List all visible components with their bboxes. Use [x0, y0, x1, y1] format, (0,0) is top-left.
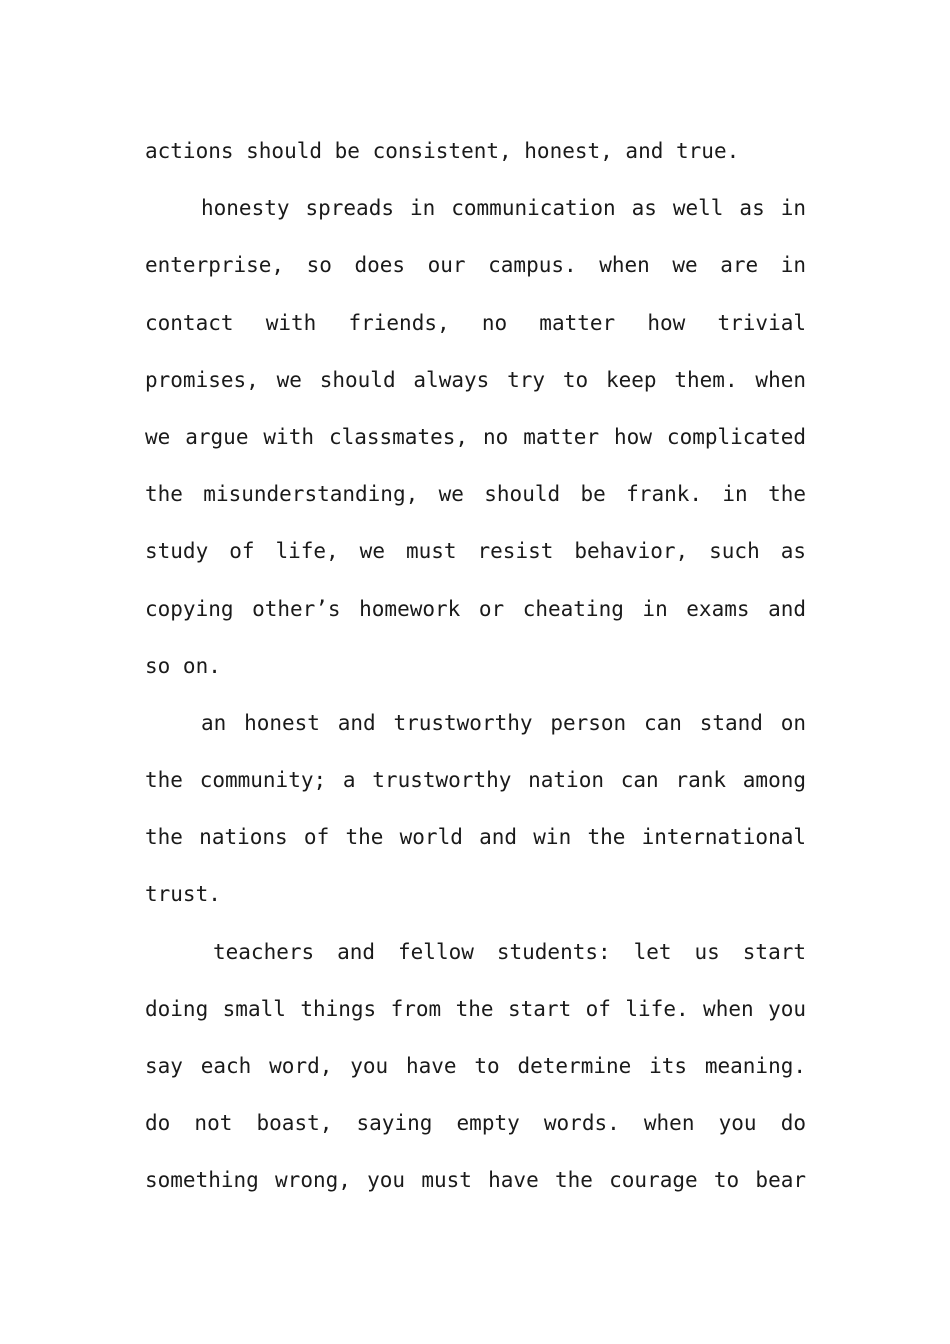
text-line: so on.	[145, 653, 221, 678]
text-line: contact with friends, no matter how trivial	[145, 310, 806, 335]
text-line: actions should be consistent, honest, and true.	[145, 139, 740, 163]
text-line: trust.	[145, 882, 221, 907]
text-line: the misunderstanding, we should be frank. in the	[145, 482, 806, 507]
paragraph-first-line: teachers and fellow students: let us start	[213, 939, 806, 964]
text-line: the community; a trustworthy nation can rank among	[145, 768, 806, 793]
text-line: the nations of the world and win the international	[145, 825, 806, 850]
text-line: something wrong, you must have the courage to bear	[145, 1168, 806, 1193]
paragraph-first-line: an honest and trustworthy person can stand on	[201, 710, 806, 735]
text-line: copying other’s homework or cheating in exams and	[145, 596, 806, 621]
text-line: we argue with classmates, no matter how complicated	[145, 424, 806, 449]
text-line: promises, we should always try to keep them. when	[145, 367, 806, 392]
text-line: study of life, we must resist behavior, such as	[145, 539, 806, 564]
text-line: enterprise, so does our campus. when we are in	[145, 253, 806, 278]
text-line: say each word, you have to determine its meaning.	[145, 1054, 806, 1078]
text-line: doing small things from the start of life. when you	[145, 996, 806, 1021]
text-line: do not boast, saying empty words. when you do	[145, 1111, 806, 1136]
paragraph-first-line: honesty spreads in communication as well as in	[201, 196, 806, 221]
body-text	[145, 123, 806, 1210]
